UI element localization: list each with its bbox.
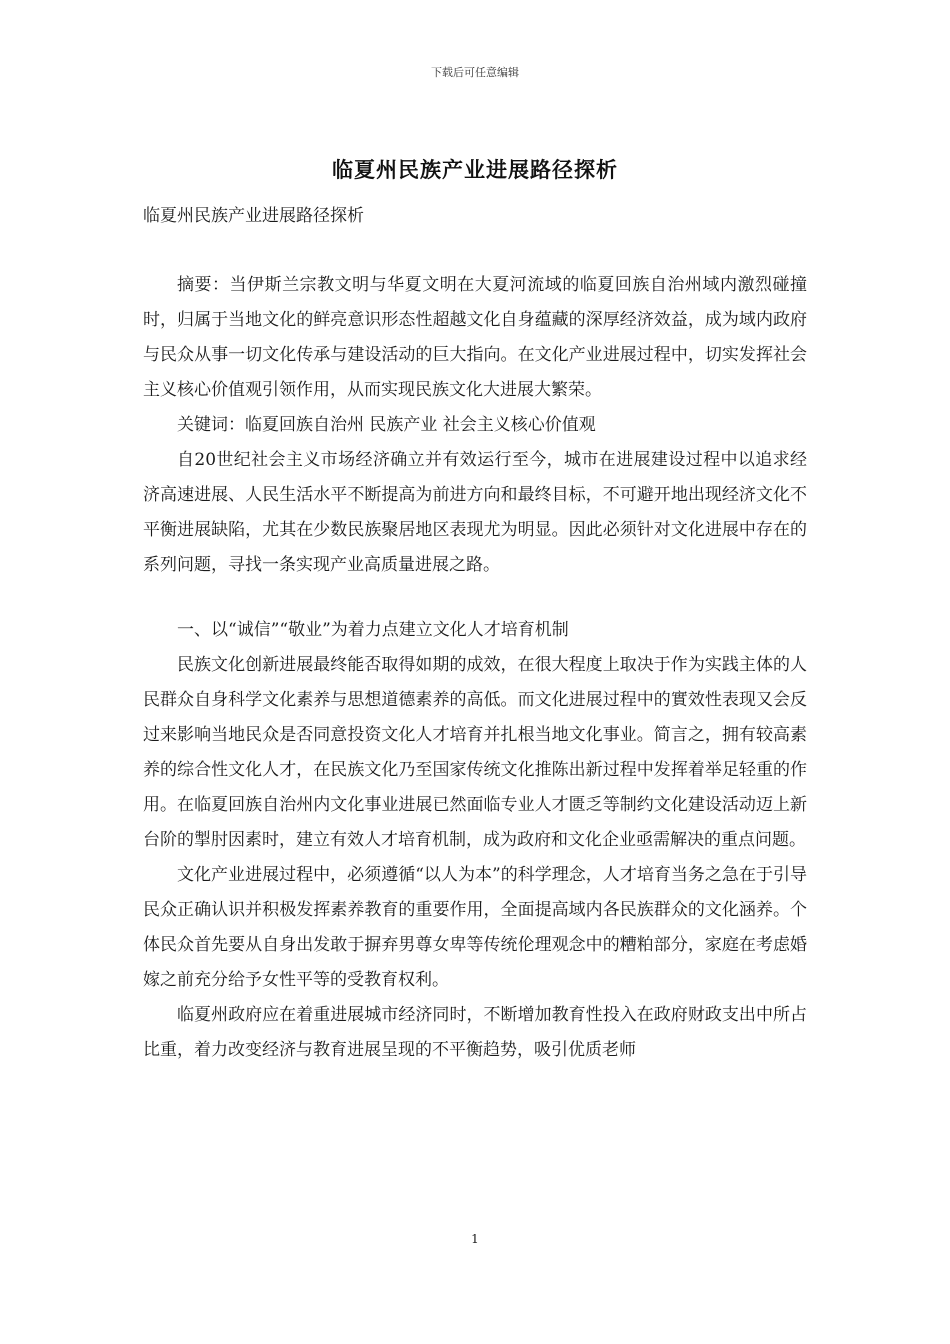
document-body bbox=[143, 268, 807, 1068]
body-paragraph-2: 文化产业进展过程中，必须遵循“以人为本”的科学理念，人才培育当务之急在于引导民众正确认识并积极发挥素养教育的重要作用，全面提高域内各民族群众的文化涵养。个体民众首先要从自身出发敢于摒弃男尊女卑等传统伦理观念中的糟粕部分，家庭在考虑婚嫁之前充分给予女性平等的受教育权利。 bbox=[143, 865, 807, 990]
intro-paragraph: 自20世纪社会主义市场经济确立并有效运行至今，城市在进展建设过程中以追求经济高速进展、人民生活水平不断提高为前进方向和最终目标，不可避开地出现经济文化不平衡进展缺陷，尤其在少数民族聚居地区表现尤为明显。因此必须针对文化进展中存在的系列问题，寻找一条实现产业高质量进展之路。 bbox=[143, 450, 807, 575]
body-paragraph-3: 临夏州政府应在着重进展城市经济同时，不断增加教育性投入在政府财政支出中所占比重，着力改变经济与教育进展呈现的不平衡趋势，吸引优质老师 bbox=[143, 1005, 807, 1060]
body-paragraph-1: 民族文化创新进展最终能否取得如期的成效，在很大程度上取决于作为实践主体的人民群众自身科学文化素养与思想道德素养的高低。而文化进展过程中的實效性表现又会反过来影响当地民众是否同意投资文化人才培育并扎根当地文化事业。简言之，拥有较高素养的综合性文化人才，在民族文化乃至国家传统文化推陈出新过程中发挥着举足轻重的作用。在临夏回族自治州内文化事业进展已然面临专业人才匮乏等制约文化建设活动迈上新台阶的掣肘因素时，建立有效人才培育机制，成为政府和文化企业亟需解决的重点问题。 bbox=[143, 655, 807, 850]
section-heading: 一、以“诚信”“敬业”为着力点建立文化人才培育机制 bbox=[177, 620, 569, 640]
page-header-note: 下载后可任意编辑 bbox=[431, 66, 519, 79]
page-number: 1 bbox=[471, 1232, 479, 1246]
keywords-paragraph: 关键词：临夏回族自治州 民族产业 社会主义核心价值观 bbox=[177, 415, 596, 435]
abstract-paragraph: 摘要：当伊斯兰宗教文明与华夏文明在大夏河流域的临夏回族自治州域内激烈碰撞时，归属于当地文化的鲜亮意识形态性超越文化自身蕴藏的深厚经济效益，成为域内政府与民众从事一切文化传承与建设活动的巨大指向。在文化产业进展过程中，切实发挥社会主义核心价值观引领作用，从而实现民族文化大进展大繁荣。 bbox=[143, 275, 807, 400]
document-subtitle: 临夏州民族产业进展路径探析 bbox=[143, 206, 364, 226]
document-title: 临夏州民族产业进展路径探析 bbox=[332, 157, 618, 182]
paragraph-spacer bbox=[143, 583, 807, 613]
